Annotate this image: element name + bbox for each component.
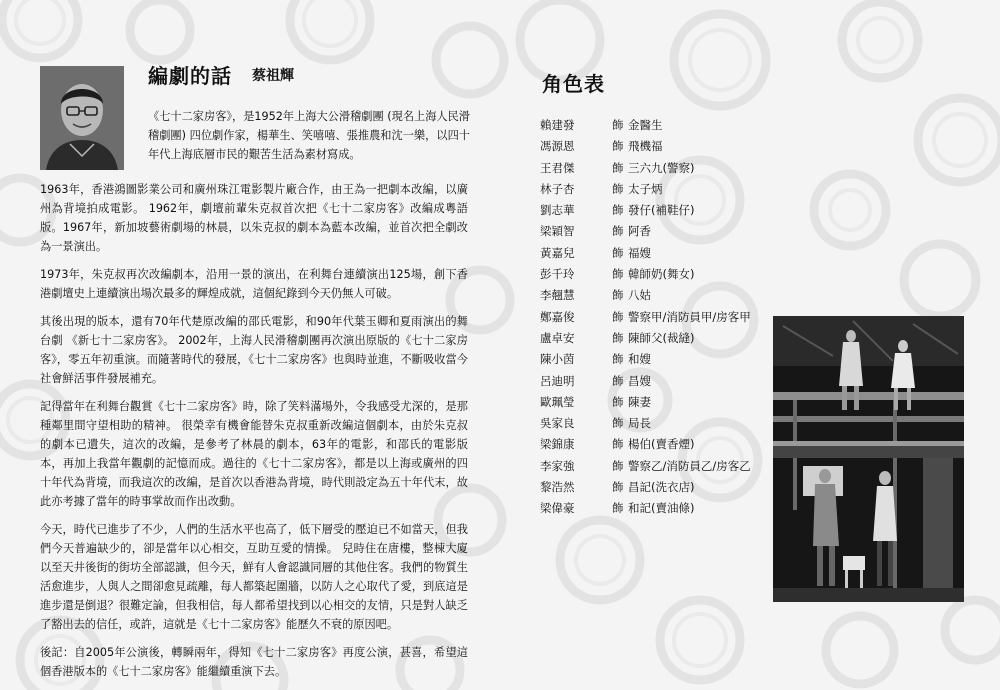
plays-label: 飾	[612, 352, 624, 367]
role-name: 警察甲/消防員甲/房客甲	[628, 309, 751, 324]
cast-row	[540, 202, 780, 223]
actor-name: 劉志華	[540, 203, 575, 218]
actor-name: 歐珮瑩	[540, 394, 575, 409]
cast-row	[540, 394, 780, 415]
cast-row	[540, 500, 780, 521]
role-name: 楊伯(賣香煙)	[628, 437, 695, 452]
plays-label: 飾	[612, 458, 624, 473]
role-name: 福嫂	[628, 245, 651, 260]
cast-row	[540, 436, 780, 457]
plays-label: 飾	[612, 203, 624, 218]
plays-label: 飾	[612, 139, 624, 154]
paragraph-1973: 1973年，朱克叔再次改編劇本，沿用一景的演出，在利舞台連續演出125場，創下香港劇壇史上連續演出場次最多的輝煌成就，這個紀錄到今天仍無人可破。	[40, 268, 468, 300]
plays-label: 飾	[612, 394, 624, 409]
cast-row	[540, 181, 780, 202]
actor-name: 吳家良	[540, 416, 575, 431]
role-name: 發仔(補鞋仔)	[628, 203, 695, 218]
intro-paragraph: 《七十二家房客》，是1952年上海大公滑稽劇團 (現名上海人民滑稽劇團) 四位劇作家，楊華生、笑嘻嘻、張推農和沈一樂，以四十年代上海底層市民的艱苦生活為素材寫成。	[148, 110, 470, 161]
actor-name: 梁穎智	[540, 224, 575, 239]
plays-label: 飾	[612, 118, 624, 132]
actor-name: 黃嘉兒	[540, 245, 575, 260]
actor-name: 梁偉豪	[540, 501, 575, 516]
plays-label: 飾	[612, 224, 624, 239]
cast-row	[540, 479, 780, 500]
actor-name: 王君傑	[540, 160, 575, 175]
cast-row	[540, 330, 780, 351]
cast-row	[540, 373, 780, 394]
plays-label: 飾	[612, 181, 624, 196]
actor-name: 李家強	[540, 458, 575, 473]
paragraph-memories: 記得當年在利舞台觀賞《七十二家房客》時，除了笑料滿場外，令我感受尤深的，是那種鄰里間守望相助的精神。 很榮幸有機會能替朱克叔重新改編這個劇本，由於朱克叔的劇本已遺失，這次的改編，是參考了林晨的劇本，63年的電影，和邵氏的電影版本，再加上我當年觀劇的記憶而成。過往的《七十二家房客》，都是以上海或廣州的四十年代為背境，而我這次的改編，是首次以香港為背境，時代則設定為五十年代末，故此亦考據了當年的時事掌故而作出改動。	[40, 400, 468, 508]
cast-row	[540, 458, 780, 479]
actor-name: 鄭嘉俊	[540, 309, 575, 324]
role-name: 陳師父(裁縫)	[628, 330, 695, 345]
role-name: 和記(賣油條)	[628, 501, 695, 516]
page-title: 編劇的話	[148, 64, 232, 88]
role-name: 三六九(警察)	[628, 160, 695, 175]
actor-name: 黎浩然	[540, 480, 575, 495]
plays-label: 飾	[612, 373, 624, 388]
plays-label: 飾	[612, 480, 624, 495]
actor-name: 彭千玲	[540, 267, 575, 282]
role-name: 昌記(洗衣店)	[628, 480, 695, 495]
actor-name: 陳小茵	[540, 352, 575, 367]
role-name: 陳妻	[628, 394, 651, 409]
cast-list	[540, 117, 780, 522]
cast-row	[540, 223, 780, 244]
cast-row	[540, 287, 780, 308]
cast-row	[540, 266, 780, 287]
plays-label: 飾	[612, 437, 624, 452]
paragraph-today: 今天，時代已進步了不少，人們的生活水平也高了，低下層受的壓迫已不如當天，但我們今天普遍缺少的，卻是當年以心相交，互助互愛的情操。 兒時住在唐樓，整棟大廈以至天井後街的街坊全部認識，但今天，鮮有人會認識同層的其他住客。我們的物質生活愈進步，人與人之間卻愈見疏離，每人都築起圍牆，以防人之心取代了愛，到底這是進步還是倒退？很難定論，但我相信，每人都希望找到以心相交的友情，只是對人缺乏了豁出去的信任，或許，這就是《七十二家房客》能歷久不衰的原因吧。	[40, 523, 468, 631]
cast-list-title: 角色表	[542, 72, 605, 96]
plays-label: 飾	[612, 160, 624, 175]
actor-name: 呂迪明	[540, 373, 575, 388]
actor-name: 馮源恩	[540, 139, 575, 154]
actor-name: 林子杏	[540, 181, 575, 196]
paragraph-later-versions: 其後出現的版本，還有70年代楚原改編的邵氏電影，和90年代葉玉卿和夏雨演出的舞台劇 《新七十二家房客》。 2002年，上海人民滑稽劇團再次演出原版的《七十二家房客》，零五年初重演。而隨著時代的發展，《七十二家房客》也與時並進，不斷吸收當今社會鮮活事件發展補充。	[40, 315, 468, 385]
plays-label: 飾	[612, 309, 624, 324]
cast-row	[540, 309, 780, 330]
role-name: 警察乙/消防員乙/房客乙	[628, 458, 751, 473]
author-photo	[40, 66, 124, 170]
plays-label: 飾	[612, 245, 624, 260]
role-name: 昌嫂	[628, 373, 651, 388]
role-name: 金醫生	[628, 118, 663, 132]
actor-name: 李翹慧	[540, 288, 575, 303]
actor-name: 梁錦康	[540, 437, 575, 452]
plays-label: 飾	[612, 267, 624, 282]
plays-label: 飾	[612, 501, 624, 516]
cast-row	[540, 117, 780, 138]
paragraph-postscript: 後記：自2005年公演後，轉瞬兩年，得知《七十二家房客》再度公演，甚喜，希望這個香港版本的《七十二家房客》能繼續重演下去。	[40, 646, 468, 678]
actor-name: 賴建發	[540, 118, 575, 132]
stage-photo	[773, 316, 964, 602]
cast-row	[540, 415, 780, 436]
body-paragraphs	[40, 180, 468, 690]
role-name: 太子炳	[628, 181, 663, 196]
paragraph-1963: 1963年，香港鴻圖影業公司和廣州珠江電影製片廠合作，由王為一把劇本改編，以廣州為背境拍成電影。 1962年，劇壇前輩朱克叔首次把《七十二家房客》改編成粵語版。1967年，新加坡藝術劇場的林晨，以朱克叔的劇本為藍本改編，並首次把全劇改為一景演出。	[40, 183, 468, 253]
role-name: 和嫂	[628, 352, 651, 367]
role-name: 阿香	[628, 224, 651, 239]
role-name: 局長	[628, 416, 651, 431]
cast-row	[540, 138, 780, 159]
author-name: 蔡祖輝	[252, 68, 294, 84]
role-name: 飛機福	[628, 139, 663, 154]
cast-row	[540, 160, 780, 181]
plays-label: 飾	[612, 288, 624, 303]
role-name: 韓師奶(舞女)	[628, 267, 695, 282]
actor-name: 盧卓安	[540, 330, 575, 345]
role-name: 八姑	[628, 288, 651, 303]
cast-row	[540, 245, 780, 266]
plays-label: 飾	[612, 416, 624, 431]
plays-label: 飾	[612, 330, 624, 345]
cast-row	[540, 351, 780, 372]
